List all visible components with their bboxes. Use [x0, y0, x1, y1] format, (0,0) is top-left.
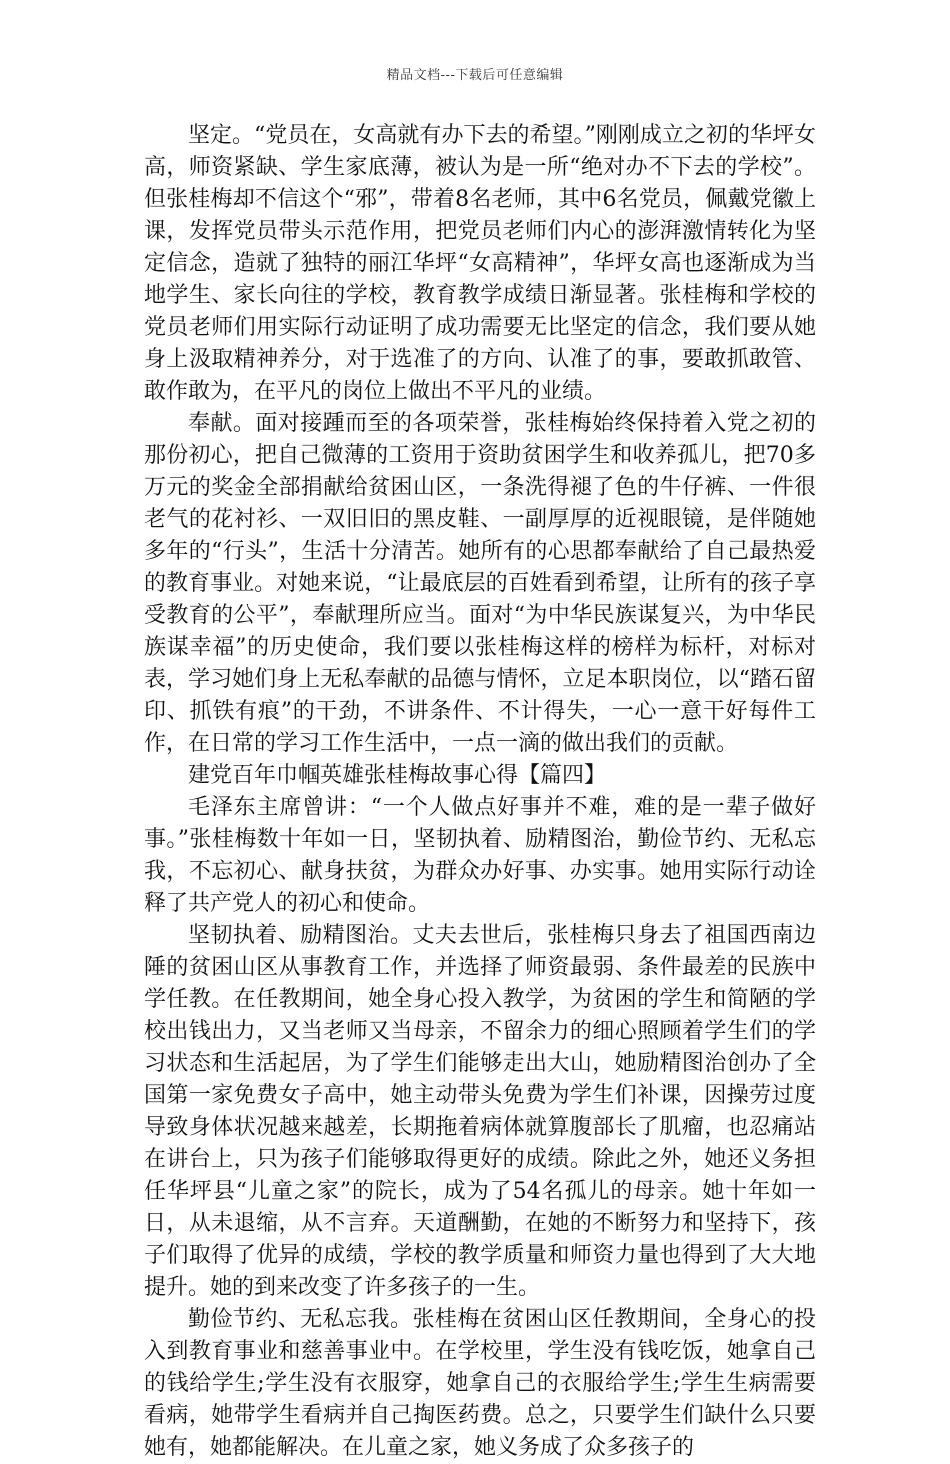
- paragraph-perseverance: 坚韧执着、励精图治。丈夫去世后，张桂梅只身去了祖国西南边陲的贫困山区从事教育工作，并选择了师资最弱、条件最差的民族中学任教。在任教期间，她全身心投入教学，为贫困的学生和简陋的学校出钱出力，又当老师又当母亲，不留余力的细心照顾着学生们的学习状态和生活起居，为了学生们能够走出大山，她励精图治创办了全国第一家免费女子高中，她主动带头免费为学生们补课，因操劳过度导致身体状况越来越差，长期拖着病体就算腹部长了肌瘤，也忍痛站在讲台上，只为孩子们能够取得更好的成绩。除此之外，她还义务担任华坪县“儿童之家”的院长，成为了54名孤儿的母亲。她十年如一日，从未退缩，从不言弃。天道酬勤，在她的不断努力和坚持下，孩子们取得了优异的成绩，学校的教学质量和师资力量也得到了大大地提升。她的到来改变了许多孩子的一生。: [144, 923, 816, 1300]
- page-header: 精品文档---下载后可任意编辑: [386, 68, 564, 83]
- paragraph-dedication: 奉献。面对接踵而至的各项荣誉，张桂梅始终保持着入党之初的那份初心，把自己微薄的工资用于资助贫困学生和收养孤儿，把70多万元的奖金全部捐献给贫困山区，一条洗得褪了色的牛仔裤、一件很老气的花衬衫、一双旧旧的黑皮鞋、一副厚厚的近视眼镜，是伴随她多年的“行头”，生活十分清苦。她所有的心思都奉献给了自己最热爱的教育事业。对她来说，“让最底层的百姓看到希望，让所有的孩子享受教育的公平”，奉献理所应当。面对“为中华民族谋复兴，为中华民族谋幸福”的历史使命，我们要以张桂梅这样的榜样为标杆，对标对表，学习她们身上无私奉献的品德与情怀，立足本职岗位，以“踏石留印、抓铁有痕”的干劲，不讲条件、不计得失，一心一意干好每件工作，在日常的学习工作生活中，一点一滴的做出我们的贡献。: [144, 411, 816, 756]
- section-heading: 建党百年巾帼英雄张桂梅故事心得【篇四】: [188, 763, 607, 788]
- paragraph-mao-quote: 毛泽东主席曾讲：“一个人做点好事并不难，难的是一辈子做好事。”张桂梅数十年如一日，坚韧执着、励精图治，勤俭节约、无私忘我，不忘初心、献身扶贫，为群众办好事、办实事。她用实际行动诠释了共产党人的初心和使命。: [144, 795, 816, 916]
- paragraph-frugality: 勤俭节约、无私忘我。张桂梅在贫困山区任教期间，全身心的投入到教育事业和慈善事业中。在学校里，学生没有钱吃饭，她拿自己的钱给学生;学生没有衣服穿，她拿自己的衣服给学生;学生生病需要看病，她带学生看病并自己掏医药费。总之，只要学生们缺什么只要她有，她都能解决。在儿童之家，她义务成了众多孩子的: [144, 1307, 816, 1460]
- document-body: [144, 120, 816, 1464]
- paragraph-firmness: 坚定。“党员在，女高就有办下去的希望。”刚刚成立之初的华坪女高，师资紧缺、学生家底薄，被认为是一所“绝对办不下去的学校”。但张桂梅却不信这个“邪”，带着8名老师，其中6名党员，佩戴党徽上课，发挥党员带头示范作用，把党员老师们内心的澎湃激情转化为坚定信念，造就了独特的丽江华坪“女高精神”，华坪女高也逐渐成为当地学生、家长向往的学校，教育教学成绩日渐显著。张桂梅和学校的党员老师们用实际行动证明了成功需要无比坚定的信念，我们要从她身上汲取精神养分，对于选准了的方向、认准了的事，要敢抓敢管、敢作敢为，在平凡的岗位上做出不平凡的业绩。: [144, 123, 816, 404]
